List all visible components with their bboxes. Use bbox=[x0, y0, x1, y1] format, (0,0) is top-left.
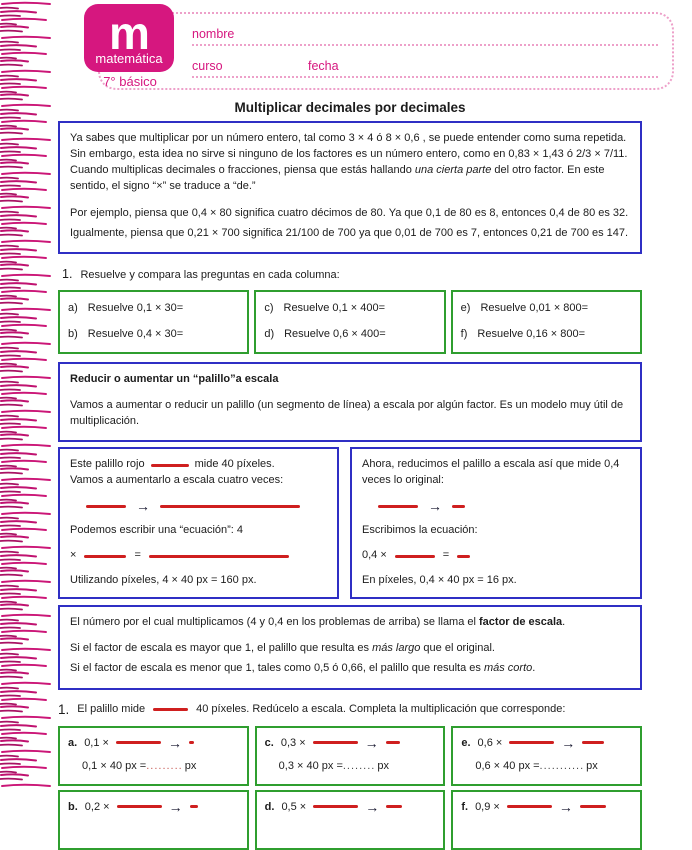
red-palillo-line bbox=[151, 464, 189, 467]
red-palillo-original bbox=[313, 805, 358, 808]
red-palillo-result bbox=[582, 741, 604, 744]
logo-box bbox=[84, 4, 174, 72]
palillo-left-line1 bbox=[70, 457, 327, 473]
intro-p1-text: Ya sabes que multiplicar por un número entero, tal como 3 × 4 ó 8 × 0,6 , se puede entender como suma repetida. Sin embargo, esta idea no sirve si ninguno de los factores es un número entero, como en 0,83 × 1,43 ó 2/3 × 7/11. Cuando multiplicas decimales o fracciones, piensa que estás hallando bbox=[70, 132, 628, 177]
cell-b-label: b. bbox=[68, 800, 78, 813]
brand-logo bbox=[84, 4, 176, 89]
cell-e-unit: px bbox=[586, 759, 598, 772]
scale-factor-box bbox=[58, 605, 642, 689]
exercise2-prompt-a: El palillo mide bbox=[77, 703, 146, 716]
exercise2-cell-e[interactable] bbox=[451, 726, 642, 786]
item-f-label: f) bbox=[460, 327, 468, 340]
cell-a-label: a. bbox=[68, 736, 78, 749]
palillo-right-line4: En píxeles, 0,4 × 40 px = 16 px. bbox=[362, 574, 517, 587]
palillo-left-line3: Podemos escribir una “ecuación”: 4 bbox=[70, 524, 244, 537]
cell-c-answer-dots: ........ bbox=[342, 759, 376, 772]
red-palillo-scaled-short bbox=[452, 505, 465, 508]
cell-f-factor: 0,9 × bbox=[475, 800, 500, 813]
scale-concept-box bbox=[58, 362, 642, 442]
cell-f-scaling bbox=[461, 800, 632, 814]
item-c-text: Resuelve 0,1 × 400= bbox=[283, 301, 386, 314]
exercise2-table bbox=[58, 726, 642, 850]
logo-letter-m: m bbox=[109, 6, 149, 59]
exercise1-number: 1. bbox=[62, 266, 73, 281]
palillo-enlarge-diagram bbox=[86, 499, 327, 513]
cell-e-equation[interactable] bbox=[475, 760, 632, 772]
exercise2-prompt-b: 40 píxeles. Redúcelo a escala. Completa la multiplicación que corresponde: bbox=[196, 703, 566, 716]
exercise1-table bbox=[58, 290, 642, 354]
intro-paragraph-3: Igualmente, piensa que 0,21 × 700 significa 21/100 de 700 ya que 0,01 de 700 es 7, entonces 0,21 de 700 es 147. bbox=[70, 226, 629, 239]
arrow-right-icon: → bbox=[365, 798, 380, 815]
logo-brand-text: matemática bbox=[95, 51, 163, 67]
factor-paragraph-1 bbox=[70, 614, 630, 630]
exercise1-column-3[interactable] bbox=[451, 290, 642, 354]
left-line1-text-b: mide 40 píxeles. bbox=[194, 458, 275, 471]
palillo-reduce-box bbox=[350, 447, 642, 599]
palillo-examples-row bbox=[58, 447, 642, 599]
exercise1-item-c bbox=[264, 302, 435, 314]
palillo-right-line2: Escribimos la ecuación: bbox=[362, 524, 478, 537]
cell-d-label: d. bbox=[264, 800, 275, 813]
exercise1-prompt bbox=[62, 267, 642, 281]
red-palillo-original bbox=[507, 805, 552, 808]
cell-a-unit: px bbox=[184, 759, 197, 772]
palillo-reduce-equation[interactable] bbox=[362, 548, 630, 564]
palillo-reduce-diagram bbox=[378, 499, 630, 513]
cell-a-answer-dots: ......... bbox=[146, 759, 183, 772]
worksheet-body bbox=[58, 98, 642, 850]
intro-p1-tail: del otro factor. En este sentido, el signo “×” se traduce a “de.” bbox=[70, 164, 605, 193]
exercise1-column-1[interactable] bbox=[58, 290, 249, 354]
exercise2-prompt bbox=[58, 702, 642, 717]
exercise1-item-a bbox=[68, 302, 239, 314]
red-palillo-original bbox=[86, 505, 126, 508]
factor-paragraph-2 bbox=[70, 640, 630, 656]
factor-p3-italic: más corto bbox=[483, 662, 533, 675]
palillo-enlarge-equation[interactable] bbox=[70, 548, 327, 564]
arrow-right-icon: → bbox=[136, 498, 150, 515]
palillo-right-line1: Ahora, reducimos el palillo a escala así que mide 0,4 veces lo original: bbox=[362, 458, 620, 487]
equation-blank-line bbox=[84, 555, 126, 558]
item-f-text: Resuelve 0,16 × 800= bbox=[477, 327, 586, 340]
left-line1-text-a: Este palillo rojo bbox=[70, 458, 145, 471]
scale-box-body: Vamos a aumentar o reducir un palillo (un segmento de línea) a escala por algún factor. Es un modelo muy útil de multiplicación. bbox=[70, 399, 624, 428]
name-field-label: nombre bbox=[192, 27, 235, 41]
arrow-right-icon: → bbox=[168, 798, 183, 815]
arrow-right-icon: → bbox=[561, 734, 576, 751]
intro-box bbox=[58, 121, 642, 254]
arrow-right-icon: → bbox=[558, 798, 573, 815]
scale-box-title bbox=[70, 371, 630, 387]
item-c-label: c) bbox=[264, 301, 274, 314]
cell-c-scaling bbox=[265, 736, 436, 750]
cell-c-equation[interactable] bbox=[279, 760, 436, 772]
intro-paragraph-1 bbox=[70, 130, 630, 195]
equation-result-line bbox=[457, 555, 470, 558]
exercise1-item-d bbox=[264, 328, 435, 340]
factor-p3-tail: . bbox=[532, 662, 536, 675]
exercise2-cell-f[interactable] bbox=[451, 790, 642, 850]
arrow-right-icon: → bbox=[167, 734, 182, 751]
red-palillo-original bbox=[117, 805, 162, 808]
item-a-label: a) bbox=[68, 301, 78, 314]
cell-d-factor: 0,5 × bbox=[281, 800, 307, 813]
cell-e-answer-dots: ........... bbox=[539, 759, 585, 772]
intro-p1-italic: una cierta parte bbox=[414, 164, 492, 177]
cell-c-label: c. bbox=[264, 736, 274, 749]
cell-e-label: e. bbox=[461, 736, 471, 749]
item-b-label: b) bbox=[68, 327, 78, 340]
cell-c-eq-text: 0,3 × 40 px = bbox=[278, 759, 343, 772]
exercise1-item-f bbox=[461, 328, 632, 340]
red-palillo-original bbox=[509, 741, 554, 744]
item-d-text: Resuelve 0,6 × 400= bbox=[284, 327, 386, 340]
exercise2-cell-b[interactable] bbox=[58, 790, 249, 850]
course-field-label: curso bbox=[192, 59, 223, 73]
palillo-left-line2: Vamos a aumentarlo a escala cuatro veces: bbox=[70, 474, 284, 487]
cell-f-label: f. bbox=[461, 800, 469, 813]
worksheet-header bbox=[0, 0, 692, 98]
factor-text: 0,4 × bbox=[362, 549, 387, 562]
item-b-text: Resuelve 0,4 × 30= bbox=[87, 327, 184, 340]
item-e-text: Resuelve 0,01 × 800= bbox=[480, 301, 589, 314]
red-palillo-scaled-long bbox=[160, 505, 300, 508]
factor-p3-text: Si el factor de escala es menor que 1, tales como 0,5 ó 0,66, el palillo que resulta es bbox=[70, 662, 484, 675]
arrow-right-icon: → bbox=[364, 734, 379, 751]
item-e-label: e) bbox=[460, 301, 471, 314]
cell-a-eq-text: 0,1 × 40 px = bbox=[82, 759, 147, 772]
cell-d-scaling bbox=[265, 800, 436, 814]
exercise1-item-e bbox=[461, 302, 632, 314]
equation-result-line bbox=[149, 555, 289, 558]
exercise2-cell-c[interactable] bbox=[255, 726, 446, 786]
palillo-left-line1-wrap bbox=[70, 457, 275, 473]
factor-p1-text: El número por el cual multiplicamos (4 y 0,4 en los problemas de arriba) se llama el bbox=[70, 616, 480, 629]
date-field-label: fecha bbox=[308, 59, 339, 73]
palillo-enlarge-box bbox=[58, 447, 339, 599]
red-palillo-original bbox=[378, 505, 418, 508]
item-a-text: Resuelve 0,1 × 30= bbox=[87, 301, 184, 314]
equals-sign: = bbox=[134, 549, 141, 562]
item-d-label: d) bbox=[264, 327, 275, 340]
cell-e-scaling bbox=[461, 736, 632, 750]
cell-e-eq-text: 0,6 × 40 px = bbox=[475, 759, 540, 772]
exercise2-cell-d[interactable] bbox=[255, 790, 446, 850]
cell-a-factor: 0,1 × bbox=[84, 736, 109, 749]
factor-paragraph-3 bbox=[70, 660, 630, 676]
red-palillo-original bbox=[313, 741, 358, 744]
exercise2-cell-a[interactable] bbox=[58, 726, 249, 786]
factor-p1-bold: factor de escala bbox=[479, 616, 563, 629]
red-palillo-result bbox=[386, 805, 402, 808]
cell-e-factor: 0,6 × bbox=[477, 736, 503, 749]
arrow-right-icon: → bbox=[428, 498, 442, 515]
equals-sign: = bbox=[442, 549, 450, 562]
cell-b-factor: 0,2 × bbox=[84, 800, 110, 813]
factor-p1-tail: . bbox=[562, 616, 566, 629]
name-field[interactable] bbox=[192, 27, 658, 46]
exercise1-column-2[interactable] bbox=[254, 290, 445, 354]
logo-grade-text: 7° básico bbox=[103, 74, 157, 89]
scale-box-title-text: Reducir o aumentar un “palillo”a escala bbox=[70, 372, 279, 385]
header-dotted-frame bbox=[98, 6, 674, 90]
cell-b-scaling bbox=[68, 800, 239, 814]
exercise1-item-b bbox=[68, 328, 239, 340]
factor-p2-tail: que el original. bbox=[420, 642, 495, 655]
cell-a-equation[interactable] bbox=[82, 760, 239, 772]
factor-p2-italic: más largo bbox=[372, 642, 421, 655]
palillo-left-line5: Utilizando píxeles, 4 × 40 px = 160 px. bbox=[70, 574, 257, 587]
red-palillo-result bbox=[190, 805, 198, 808]
page-title: Multiplicar decimales por decimales bbox=[234, 100, 466, 115]
spiral-binding-decoration bbox=[0, 0, 56, 787]
red-palillo-result bbox=[386, 741, 400, 744]
cell-c-unit: px bbox=[377, 759, 389, 772]
field-spacer bbox=[236, 59, 308, 73]
cell-c-factor: 0,3 × bbox=[280, 736, 306, 749]
exercise1-prompt-text: Resuelve y compara las preguntas en cada columna: bbox=[80, 268, 340, 281]
red-palillo-original bbox=[116, 741, 161, 744]
course-date-field[interactable] bbox=[192, 59, 658, 78]
intro-paragraph-2: Por ejemplo, piensa que 0,4 × 80 significa cuatro décimos de 80. Ya que 0,1 de 80 es 8, entonces 0,4 de 80 es 32. bbox=[70, 206, 629, 219]
equation-blank-line bbox=[395, 555, 435, 558]
red-palillo-line bbox=[153, 708, 188, 711]
cell-a-scaling bbox=[68, 736, 239, 750]
multiply-sign: × bbox=[70, 549, 77, 562]
factor-p2-text: Si el factor de escala es mayor que 1, el palillo que resulta es bbox=[70, 642, 373, 655]
red-palillo-result bbox=[580, 805, 606, 808]
exercise2-number: 1. bbox=[58, 701, 70, 717]
red-palillo-result bbox=[189, 741, 194, 744]
